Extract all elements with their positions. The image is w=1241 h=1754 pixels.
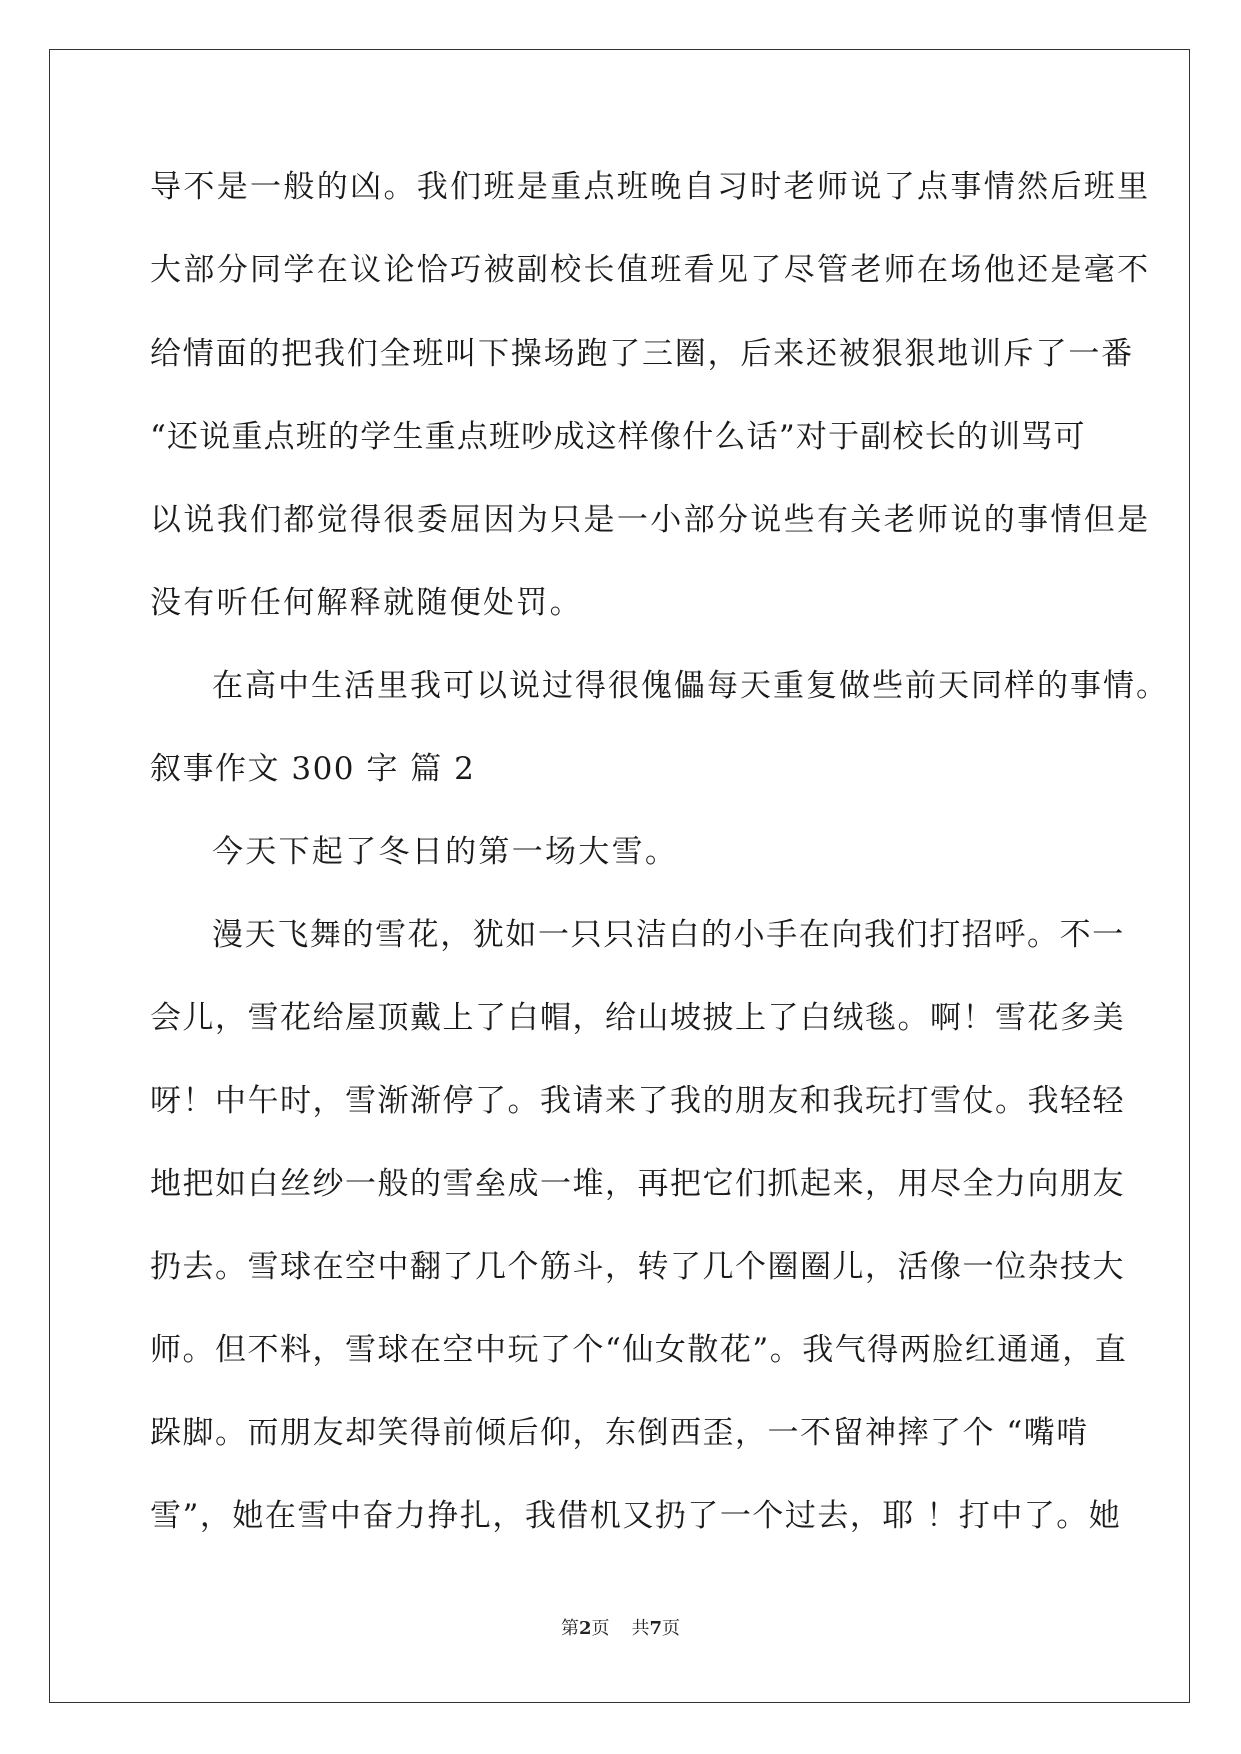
- paragraph-first-line: 漫天飞舞的雪花，犹如一只只洁白的小手在向我们打招呼。不一: [212, 917, 1125, 953]
- text-line: 给情面的把我们全班叫下操场跑了三圈，后来还被狠狠地训斥了一番: [150, 336, 1134, 372]
- text-line: 雪”，她在雪中奋力挣扎，我借机又扔了一个过去，耶 ！打中了。她: [150, 1498, 1122, 1534]
- total-unit: 页: [662, 1618, 681, 1639]
- total-prefix: 共: [631, 1618, 650, 1639]
- text-line: 扔去。雪球在空中翻了几个筋斗，转了几个圈圈儿，活像一位杂技大: [150, 1249, 1125, 1285]
- paragraph-first-line: 在高中生活里我可以说过得很傀儡每天重复做些前天同样的事情。: [212, 668, 1169, 704]
- text-line: 跺脚。而朋友却笑得前倾后仰，东倒西歪，一不留神摔了个 “嘴啃: [150, 1415, 1089, 1451]
- current-page-number: 2: [578, 1618, 592, 1639]
- total-page-number: 7: [649, 1618, 663, 1639]
- page-prefix: 第: [560, 1618, 579, 1639]
- text-line: 地把如白丝纱一般的雪垒成一堆，再把它们抓起来，用尽全力向朋友: [150, 1166, 1125, 1202]
- page-unit: 页: [591, 1618, 610, 1639]
- text-line: 以说我们都觉得很委屈因为只是一小部分说些有关老师说的事情但是: [150, 502, 1151, 538]
- text-line: 大部分同学在议论恰巧被副校长值班看见了尽管老师在场他还是毫不: [150, 252, 1151, 288]
- page-footer: [0, 1617, 1241, 1641]
- text-line: 导不是一般的凶。我们班是重点班晚自习时老师说了点事情然后班里: [150, 169, 1151, 205]
- text-line: 师。但不料，雪球在空中玩了个“仙女散花”。我气得两脸红通通，直: [150, 1332, 1128, 1368]
- text-line: “还说重点班的学生重点班吵成这样像什么话”对于副校长的训骂可: [150, 419, 1086, 455]
- text-line: 呀！中午时，雪渐渐停了。我请来了我的朋友和我玩打雪仗。我轻轻: [150, 1083, 1125, 1119]
- section-heading: 叙事作文 300 字 篇 2: [150, 751, 476, 787]
- text-line: 没有听任何解释就随便处罚。: [150, 585, 583, 621]
- paragraph-first-line: 今天下起了冬日的第一场大雪。: [212, 834, 679, 870]
- text-line: 会儿，雪花给屋顶戴上了白帽，给山坡披上了白绒毯。啊！雪花多美: [150, 1000, 1125, 1036]
